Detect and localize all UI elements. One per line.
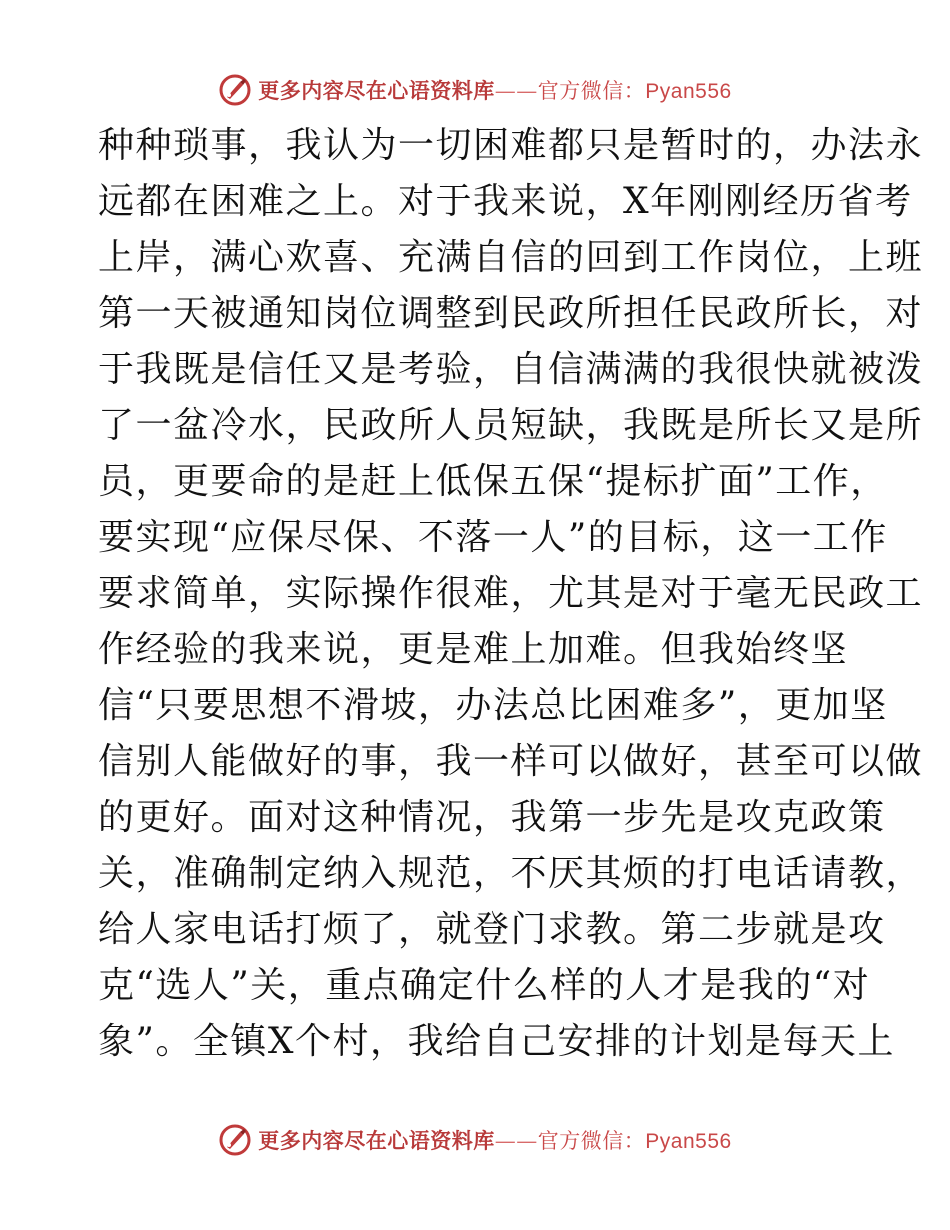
watermark-contact-id: Pyan556 bbox=[645, 1130, 732, 1153]
body-line: 员，更要命的是赶上低保五保“提标扩面”工作， bbox=[98, 461, 888, 502]
body-line: 作经验的我来说，更是难上加难。但我始终坚 bbox=[98, 629, 849, 670]
footer-watermark bbox=[0, 1120, 950, 1160]
body-line: 要求简单，实际操作很难，尤其是对于毫无民政工 bbox=[98, 573, 924, 614]
watermark-dash: —— bbox=[494, 1129, 538, 1153]
watermark-brand: 更多内容尽在心语资料库 bbox=[258, 1128, 495, 1153]
body-line: 要实现“应保尽保、不落一人”的目标，这一工作 bbox=[98, 517, 888, 558]
body-line: 第一天被通知岗位调整到民政所担任民政所长，对 bbox=[98, 293, 924, 334]
body-line: 远都在困难之上。对于我来说，X年刚刚经历省考 bbox=[98, 181, 913, 222]
brand-logo-icon bbox=[218, 73, 252, 107]
watermark-contact-label: 官方微信： bbox=[537, 79, 646, 103]
body-line: 于我既是信任又是考验，自信满满的我很快就被泼 bbox=[98, 349, 924, 390]
body-line: 种种琐事，我认为一切困难都只是暂时的，办法永 bbox=[98, 125, 924, 166]
brand-logo-icon bbox=[218, 1123, 252, 1157]
body-line: 的更好。面对这种情况，我第一步先是攻克政策 bbox=[98, 797, 886, 838]
document-body bbox=[98, 118, 924, 1070]
watermark-text bbox=[258, 75, 731, 105]
body-line: 了一盆冷水，民政所人员短缺，我既是所长又是所 bbox=[98, 405, 924, 446]
watermark-dash: —— bbox=[494, 79, 538, 103]
body-line: 象”。全镇X个村，我给自己安排的计划是每天上 bbox=[98, 1021, 896, 1062]
body-line: 克“选人”关，重点确定什么样的人才是我的“对 bbox=[98, 965, 871, 1006]
header-watermark bbox=[0, 70, 950, 110]
body-line: 关，准确制定纳入规范，不厌其烦的打电话请教， bbox=[98, 853, 924, 894]
body-line: 信“只要思想不滑坡，办法总比困难多”，更加坚 bbox=[98, 685, 888, 726]
watermark-contact-label: 官方微信： bbox=[537, 1129, 646, 1153]
watermark-contact-id: Pyan556 bbox=[645, 80, 732, 103]
body-line: 给人家电话打烦了，就登门求教。第二步就是攻 bbox=[98, 909, 886, 950]
watermark-brand: 更多内容尽在心语资料库 bbox=[258, 78, 495, 103]
body-line: 信别人能做好的事，我一样可以做好，甚至可以做 bbox=[98, 741, 924, 782]
watermark-text bbox=[258, 1125, 731, 1155]
body-line: 上岸，满心欢喜、充满自信的回到工作岗位，上班 bbox=[98, 237, 924, 278]
